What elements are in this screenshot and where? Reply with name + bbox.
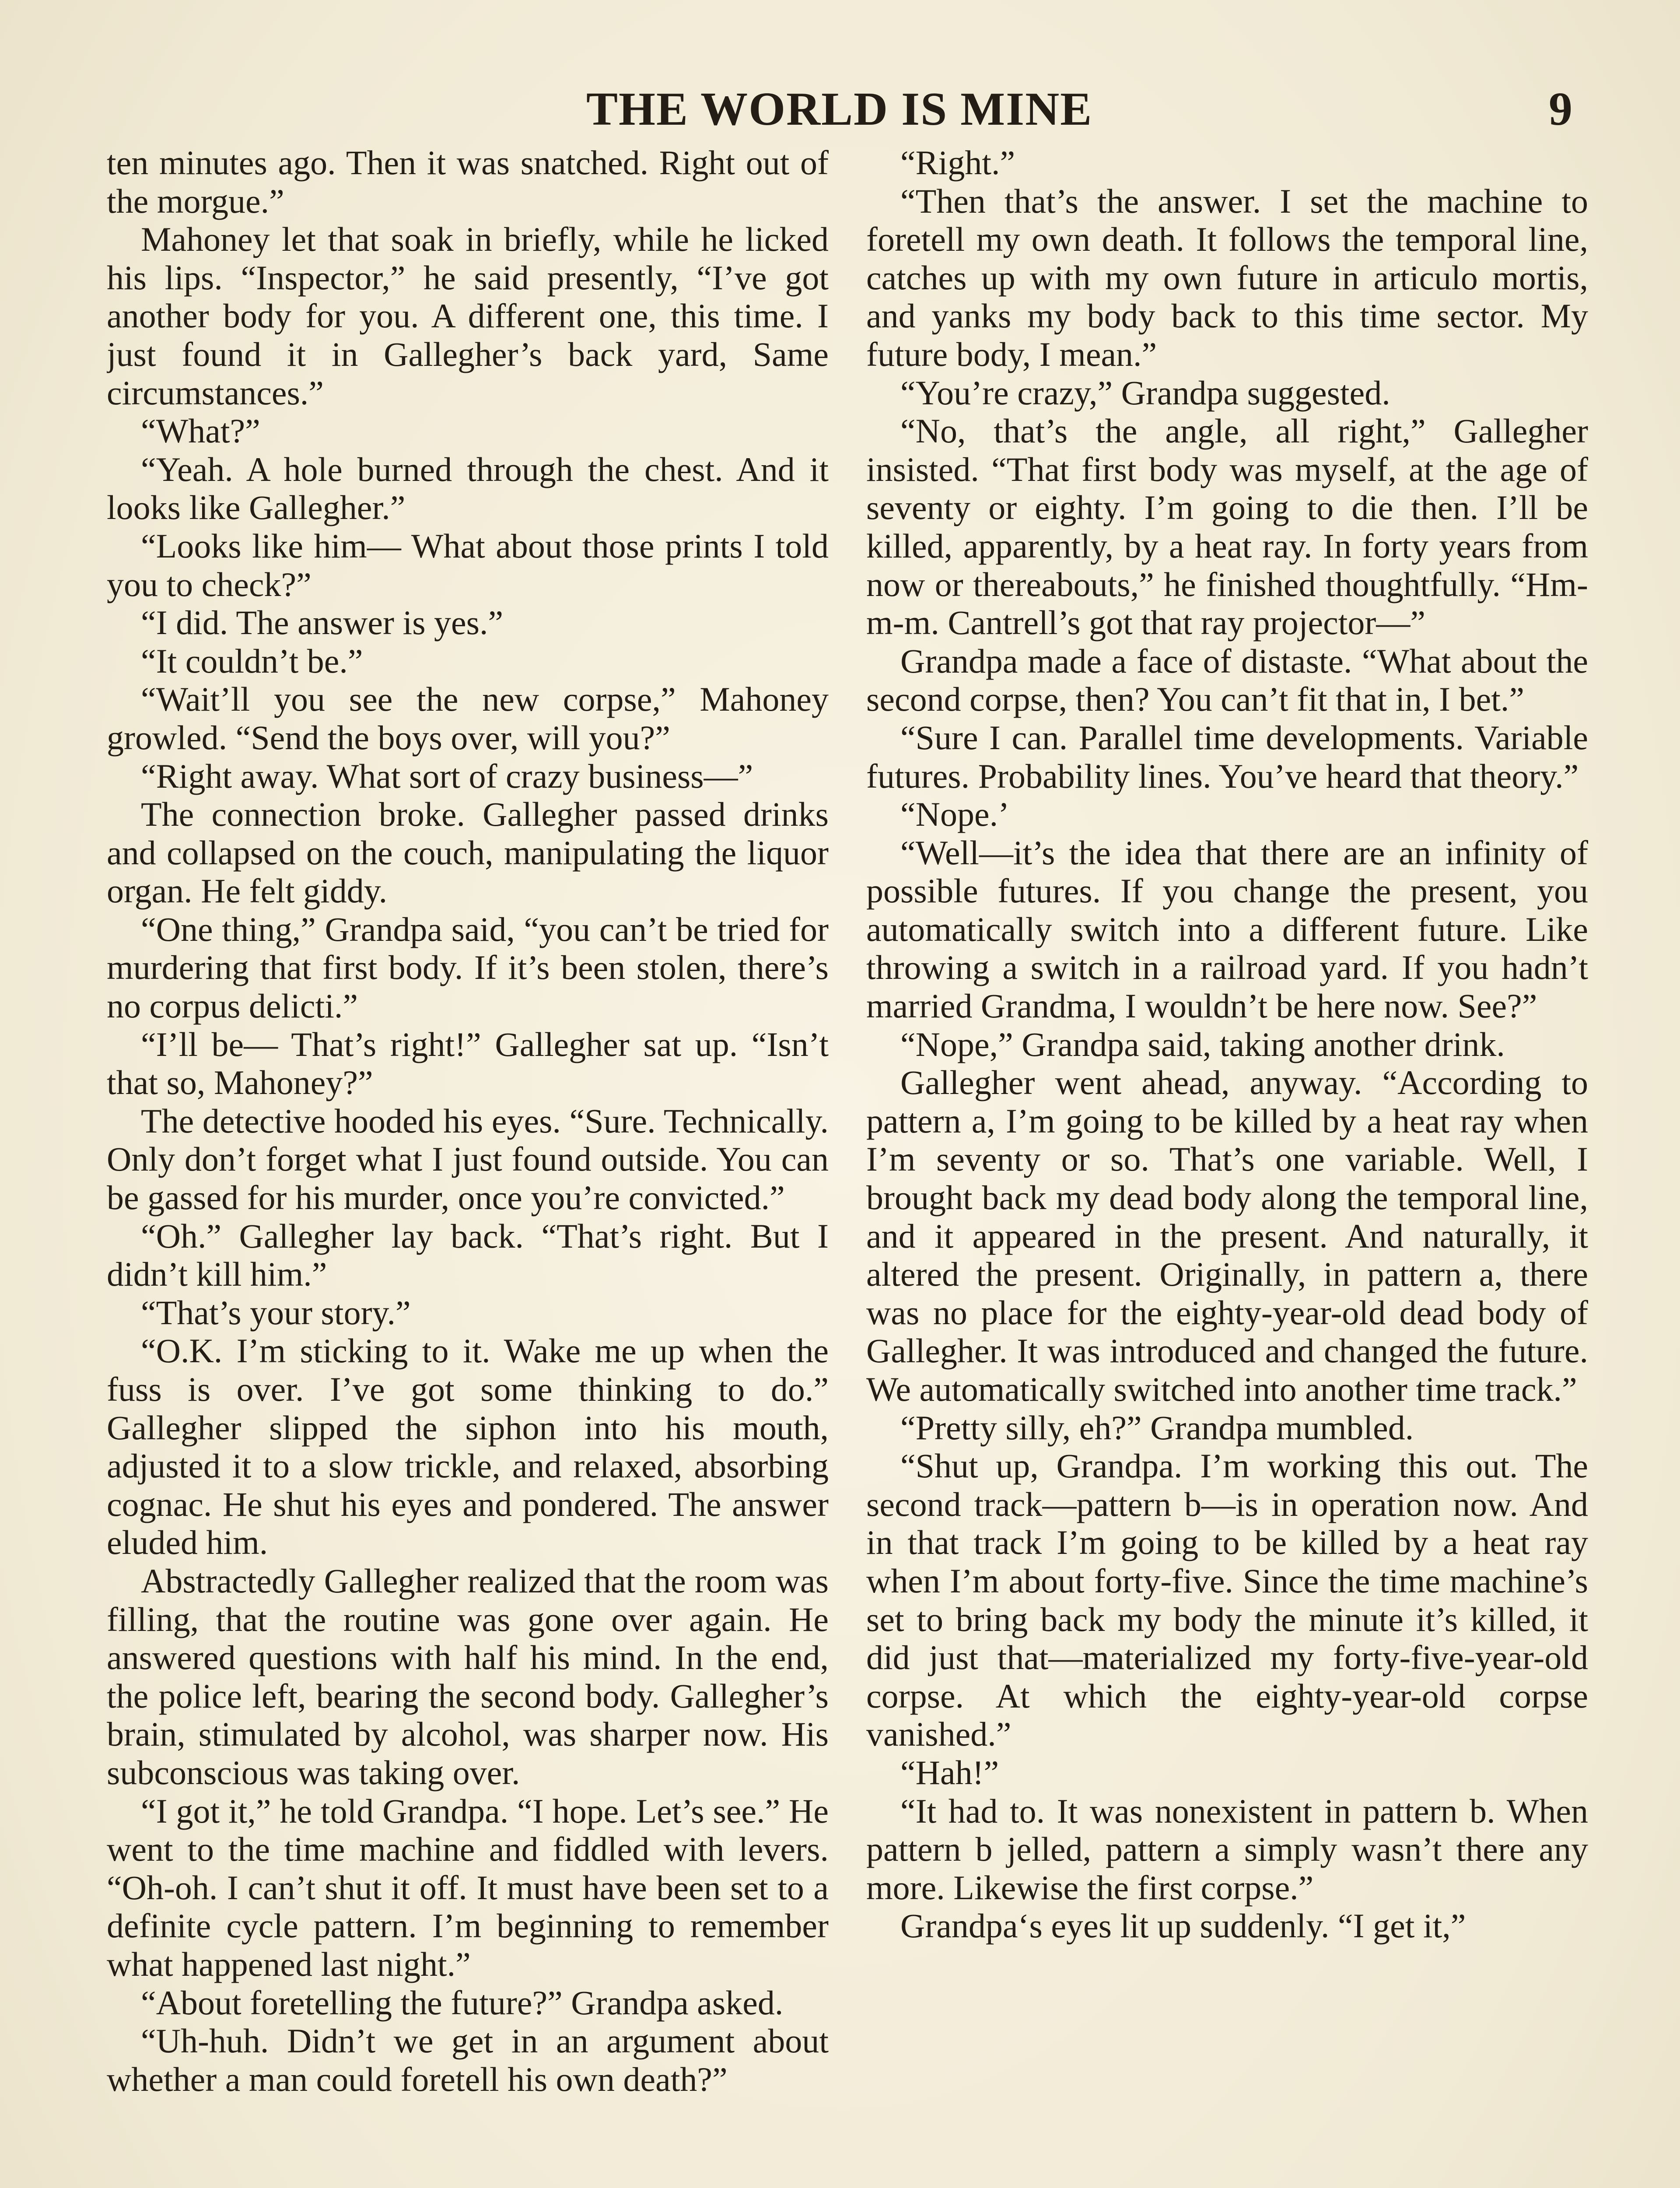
paragraph: “O.K. I’m sticking to it. Wake me up when the fuss is over. I’ve got some thinking to do.” Gallegher slipped the siphon into his mouth, adjusted it to a slow trickle, and relaxed, absorbing cognac. He shut his eyes and pondered. The answer eluded him. bbox=[107, 1332, 829, 1562]
paragraph: “Nope.’ bbox=[900, 795, 1010, 834]
paragraph: “I got it,” he told Grandpa. “I hope. Let’s see.” He went to the time machine and fiddled with levers. “Oh-oh. I can’t shut it off. It must have been set to a definite cycle pattern. I’m beginning to remember what happened last night.” bbox=[107, 1792, 829, 1983]
paragraph: Grandpa made a face of distaste. “What about the second corpse, then? You can’t fit that in, I bet.” bbox=[866, 642, 1588, 719]
paragraph: “About foretelling the future?” Grandpa asked. bbox=[141, 1983, 784, 2022]
paragraph: ten minutes ago. Then it was snatched. Right out of the morgue.” bbox=[107, 144, 829, 220]
paragraph: “One thing,” Grandpa said, “you can’t be tried for murdering that first body. If it’s been stolen, there’s no corpus delicti.” bbox=[107, 910, 829, 1025]
paragraph: Grandpa‘s eyes lit up suddenly. “I get it,” bbox=[900, 1907, 1466, 1945]
paragraph: “It had to. It was nonexistent in pattern b. When pattern b jelled, pattern a simply wasn’t there any more. Likewise the first corpse.” bbox=[866, 1792, 1588, 1907]
right-text-column bbox=[866, 144, 1588, 2188]
paragraph: “You’re crazy,” Grandpa suggested. bbox=[900, 373, 1390, 412]
paragraph: “Pretty silly, eh?” Grandpa mumbled. bbox=[900, 1408, 1414, 1447]
paragraph: “Yeah. A hole burned through the chest. And it looks like Gallegher.” bbox=[107, 450, 829, 527]
paragraph: “I’ll be— That’s right!” Gallegher sat up. “Isn’t that so, Mahoney?” bbox=[107, 1025, 829, 1102]
running-head bbox=[0, 79, 1680, 140]
paragraph: Abstractedly Gallegher realized that the room was filling, that the routine was gone over again. He answered questions with half his mind. In the end, the police left, bearing the second body. Gallegher’s brain, stimulated by alcohol, was sharper now. His subconscious was taking over. bbox=[107, 1561, 829, 1792]
paragraph: “Right.” bbox=[900, 144, 1015, 182]
paragraph: “Looks like him— What about those prints I told you to check?” bbox=[107, 526, 829, 603]
paragraph: “Nope,” Grandpa said, taking another drink. bbox=[900, 1025, 1505, 1063]
paragraph: “Then that’s the answer. I set the machine to foretell my own death. It follows the temporal line, catches up with my own future in articulo mortis, and yanks my body back to this time sector. My future body, I mean.” bbox=[866, 182, 1588, 373]
paragraph: The connection broke. Gallegher passed drinks and collapsed on the couch, manipulating the liquor organ. He felt giddy. bbox=[107, 795, 829, 910]
paragraph: “Well—it’s the idea that there are an infinity of possible futures. If you change the present, you automatically switch into a different future. Like throwing a switch in a railroad yard. If you hadn’t married Grandma, I wouldn’t be here now. See?” bbox=[866, 833, 1588, 1025]
paragraph: “Right away. What sort of crazy business—” bbox=[141, 757, 753, 795]
paragraph: “I did. The answer is yes.” bbox=[141, 603, 504, 642]
paragraph: “That’s your story.” bbox=[141, 1293, 411, 1332]
running-title: THE WORLD IS MINE bbox=[586, 83, 1093, 135]
paragraph: “Uh-huh. Didn’t we get in an argument about whether a man could foretell his own death?” bbox=[107, 2022, 829, 2098]
paragraph: “No, that’s the angle, all right,” Gallegher insisted. “That first body was myself, at the age of seventy or eighty. I’m going to die then. I’ll be killed, apparently, by a heat ray. In forty years from now or thereabouts,” he finished thoughtfully. “Hm-m-m. Cantrell’s got that ray projector—” bbox=[866, 412, 1588, 642]
paragraph: “It couldn’t be.” bbox=[141, 642, 363, 680]
paragraph: “Sure I can. Parallel time developments. Variable futures. Probability lines. You’ve heard that theory.” bbox=[866, 718, 1588, 795]
paragraph: Gallegher went ahead, anyway. “According to pattern a, I’m going to be killed by a heat ray when I’m seventy or so. That’s one variable. Well, I brought back my dead body along the temporal line, and it appeared in the present. And naturally, it altered the present. Originally, in pattern a, there was no place for the eighty-year-old dead body of Gallegher. It was introduced and changed the future. We automatically switched into another time track.” bbox=[866, 1063, 1588, 1408]
paragraph: “What?” bbox=[141, 412, 260, 450]
paragraph: “Shut up, Grandpa. I’m working this out. The second track—pattern b—is in operation now. And in that track I’m going to be killed by a heat ray when I’m about forty-five. Since the time machine’s set to bring back my body the minute it’s killed, it did just that—materialized my forty-five-year-old corpse. At which the eighty-year-old corpse vanished.” bbox=[866, 1447, 1588, 1753]
paragraph: “Hah!” bbox=[900, 1753, 999, 1792]
paragraph: Mahoney let that soak in briefly, while he licked his lips. “Inspector,” he said presently, “I’ve got another body for you. A different one, this time. I just found it in Gallegher’s back yard, Same circumstances.” bbox=[107, 220, 829, 412]
paragraph: “Wait’ll you see the new corpse,” Mahoney growled. “Send the boys over, will you?” bbox=[107, 680, 829, 757]
page-number: 9 bbox=[1549, 83, 1572, 135]
paragraph: The detective hooded his eyes. “Sure. Technically. Only don’t forget what I just found outside. You can be gassed for his murder, once you’re convicted.” bbox=[107, 1101, 829, 1217]
paragraph: “Oh.” Gallegher lay back. “That’s right. But I didn’t kill him.” bbox=[107, 1217, 829, 1294]
left-text-column bbox=[107, 144, 829, 2188]
